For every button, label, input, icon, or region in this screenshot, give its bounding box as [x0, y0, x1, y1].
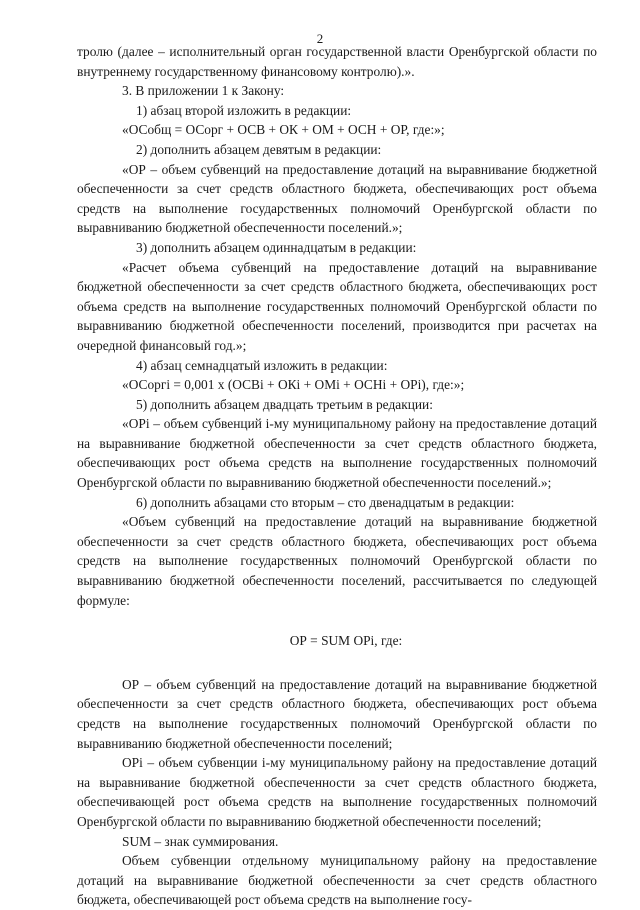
list-item-5: 5) дополнить абзацем двадцать третьим в редакции:	[136, 396, 433, 412]
paragraph-volume: «Объем субвенций на предоставление дотаций на выравнивание бюджетной обеспеченности за счет средств областного бюджета, обеспечивающих рост объема средств на выполнение государственных полномочий Оренбургской области по выравниванию бюджетной обеспеченности поселений, рассчитывается по следующей формуле:	[77, 514, 597, 608]
list-item-6: 6) дополнить абзацами сто вторым – сто двенадцатым в редакции:	[136, 494, 515, 510]
definition-sum: SUM – знак суммирования.	[122, 833, 279, 849]
paragraph-or-definition: «ОР – объем субвенций на предоставление дотаций на выравнивание бюджетной обеспеченности за счет средств областного бюджета, обеспечивающих рост объема средств на выполнение государственных полномочий Оренбургской области по выравниванию бюджетной обеспеченности поселений.»;	[77, 161, 597, 236]
paragraph-continuation: тролю (далее – исполнительный орган государственной власти Оренбургской области по внутреннему государственному финансовому контролю).».	[77, 44, 597, 79]
formula-sum: ОР = SUM ОРi, где:	[289, 633, 403, 649]
paragraph-ori-definition: «ОРi – объем субвенций i-му муниципальному району на предоставление дотаций на выравнивание бюджетной обеспеченности за счет средств областного бюджета, обеспечивающих рост объема средств на выполнение государственных полномочий Оренбургской области по выравниванию бюджетной обеспеченности поселений.»;	[77, 416, 597, 491]
list-item-3: 3) дополнить абзацем одиннадцатым в редакции:	[136, 239, 417, 255]
paragraph-final: Объем субвенции отдельному муниципальному району на предоставление дотаций на выравнивание бюджетной обеспеченности за счет средств областного бюджета, обеспечивающей рост объема средств на выполнение госу-	[77, 853, 597, 908]
list-item-1: 1) абзац второй изложить в редакции:	[136, 102, 352, 118]
list-item-2: 2) дополнить абзацем девятым в редакции:	[136, 141, 382, 157]
formula-general: «ОСобщ = ОСорг + ОСВ + ОК + ОМ + ОСН + ОР, где:»;	[122, 122, 445, 138]
formula-osorg: «ОСоргi = 0,001 х (ОСВi + ОКi + ОМi + ОСНi + ОРi), где:»;	[122, 377, 465, 393]
definition-ori: ОРi – объем субвенции i-му муниципальному району на предоставление дотаций на выравнивание бюджетной обеспеченности за счет средств областного бюджета, обеспечивающей рост объема средств на выполнение государственных полномочий Оренбургской области по выравниванию бюджетной обеспеченности поселений;	[77, 755, 597, 829]
list-item-4: 4) абзац семнадцатый изложить в редакции:	[136, 357, 388, 373]
document-body	[77, 42, 597, 910]
page-number: 2	[316, 31, 324, 46]
paragraph-calculation: «Расчет объема субвенций на предоставление дотаций на выравнивание бюджетной обеспеченности за счет средств областного бюджета, обеспечивающих рост объема средств на выполнение государственных полномочий Оренбургской области по выравниванию бюджетной обеспеченности поселений, производится при расчетах на очередной финансовый год.»;	[77, 259, 597, 353]
paragraph-item-3: 3. В приложении 1 к Закону:	[122, 83, 285, 99]
definition-or: ОР – объем субвенций на предоставление дотаций на выравнивание бюджетной обеспеченности за счет средств областного бюджета, обеспечивающих рост объема средств на выполнение государственных полномочий Оренбургской области по выравниванию бюджетной обеспеченности поселений;	[77, 676, 597, 751]
